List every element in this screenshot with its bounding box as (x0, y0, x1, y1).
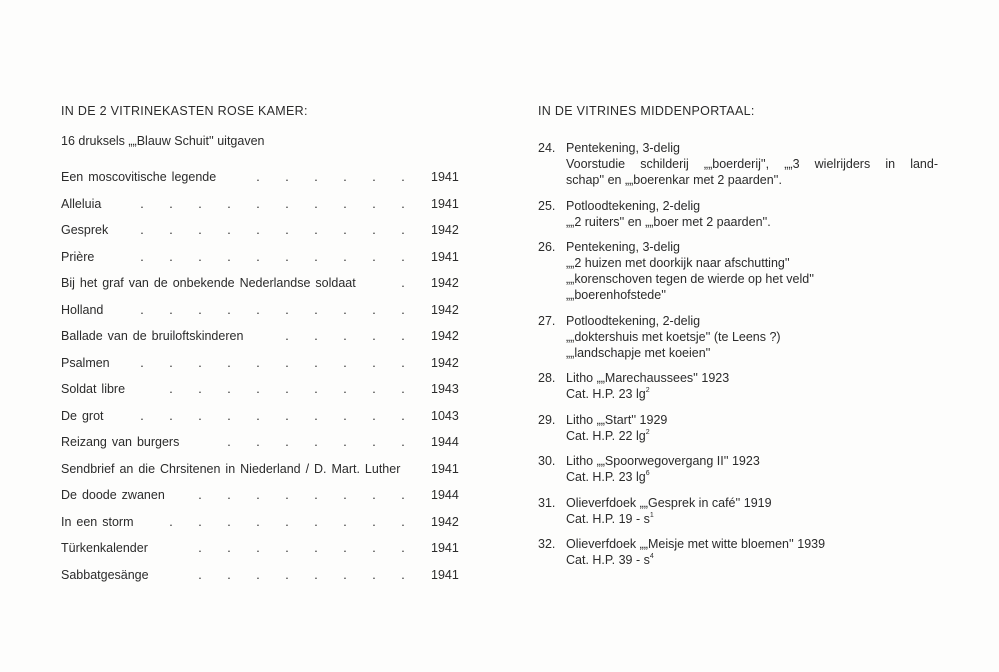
list-item (61, 250, 461, 277)
leader-dot: . (285, 567, 289, 582)
leader-dot: . (401, 355, 405, 370)
list-item (61, 435, 461, 462)
entry-number: 29. (538, 412, 556, 427)
leader-dot: . (372, 488, 376, 502)
entry-line: Voorstudie schilderij „„boerderij'', „„3 wielrijders in land- (566, 157, 938, 171)
list-item (61, 303, 461, 330)
catalogue-reference (566, 386, 938, 402)
leader-dot: . (198, 514, 202, 529)
leader-dot: . (343, 223, 347, 237)
catalogue-entry (538, 412, 938, 444)
leader-dot: . (372, 435, 376, 449)
entry-number: 25. (538, 198, 556, 213)
entry-line: Olieverfdoek „„Gesprek in café'' 1919 (566, 495, 772, 510)
leader-dot: . (169, 196, 173, 211)
catalogue-reference (566, 552, 938, 568)
leader-dot: . (285, 196, 289, 211)
leader-dot: . (314, 435, 318, 449)
leader-dot: . (285, 223, 289, 237)
left-column (61, 104, 461, 582)
list-item (61, 462, 461, 489)
catalogue-entry (538, 313, 938, 361)
leader-dot: . (401, 382, 405, 396)
leader-dot: . (256, 302, 260, 317)
catalogue-entry (538, 453, 938, 485)
leader-dot: . (285, 302, 289, 317)
item-title: In een storm (61, 514, 134, 529)
leader-dot: . (401, 567, 405, 582)
leader-dot: . (285, 541, 289, 555)
leader-dot: . (256, 249, 260, 264)
list-item (61, 409, 461, 436)
entry-line: Potloodtekening, 2-delig (566, 313, 701, 328)
catalogue-entry (538, 536, 938, 568)
leader-dot: . (372, 302, 376, 317)
entry-line: Olieverfdoek „„Meisje met witte bloemen'' 1939 (566, 537, 826, 551)
item-title: Sendbrief an die Chrsitenen in Niederland / D. Mart. Luther (61, 461, 401, 476)
leader-dot: . (169, 249, 173, 264)
leader-dot: . (372, 249, 376, 264)
leader-dot: . (401, 276, 405, 290)
item-title: Türkenkalender (61, 541, 148, 555)
leader-dot: . (401, 302, 405, 317)
leader-dot: . (314, 541, 318, 555)
leader-dot: . (227, 514, 231, 529)
leader-dots (61, 223, 411, 238)
leader-dot: . (372, 329, 376, 343)
item-year: 1941 (431, 461, 459, 476)
leader-dot: . (227, 408, 231, 423)
leader-dot: . (285, 435, 289, 449)
leader-dot: . (198, 567, 202, 582)
leader-dot: . (227, 488, 231, 502)
leader-dot: . (343, 196, 347, 211)
leader-dot: . (314, 488, 318, 502)
item-year: 1942 (431, 355, 459, 370)
leader-dot: . (401, 223, 405, 237)
leader-dot: . (285, 382, 289, 396)
leader-dot: . (401, 435, 405, 449)
catalogue-reference (566, 511, 938, 527)
leader-dot: . (343, 329, 347, 343)
leader-dot: . (343, 355, 347, 370)
item-title: Soldat libre (61, 382, 126, 396)
leader-dot: . (372, 355, 376, 370)
entry-line: Pentekening, 3-delig (566, 240, 680, 254)
item-year: 1942 (431, 276, 459, 290)
leader-dot: . (256, 541, 260, 555)
leader-dot: . (401, 408, 405, 423)
entry-line: schap'' en „„boerenkar met 2 paarden''. (566, 173, 782, 187)
item-title: Psalmen (61, 355, 110, 370)
leader-dot: . (401, 196, 405, 211)
leader-dot: . (169, 223, 173, 237)
leader-dot: . (314, 302, 318, 317)
right-column (538, 104, 938, 567)
leader-dot: . (401, 541, 405, 555)
leader-dot: . (343, 408, 347, 423)
leader-dot: . (314, 355, 318, 370)
leader-dot: . (227, 567, 231, 582)
list-item (61, 515, 461, 542)
entry-line: Litho „„Marechaussees'' 1923 (566, 371, 730, 385)
leader-dot: . (140, 249, 144, 264)
leader-dot: . (314, 408, 318, 423)
leader-dot: . (256, 435, 260, 449)
catalogue-code: Cat. H.P. 22 lg (566, 428, 646, 443)
leader-dot: . (140, 355, 144, 370)
leader-dot: . (256, 382, 260, 396)
leader-dot: . (401, 249, 405, 264)
entry-line: „„doktershuis met koetsje'' (te Leens ?) (566, 329, 781, 344)
leader-dots (61, 356, 411, 371)
list-item (61, 223, 461, 250)
leader-dot: . (227, 302, 231, 317)
leader-dot: . (198, 196, 202, 211)
catalogue-code: Cat. H.P. 23 lg (566, 387, 646, 401)
list-item (61, 568, 461, 595)
catalogue-superscript: 2 (645, 387, 650, 394)
entry-line: Litho „„Start'' 1929 (566, 412, 668, 427)
item-title: De grot (61, 408, 104, 423)
item-year: 1942 (431, 329, 459, 343)
leader-dot: . (314, 567, 318, 582)
leader-dot: . (140, 196, 144, 211)
leader-dot: . (372, 567, 376, 582)
leader-dot: . (401, 488, 405, 502)
entry-number: 30. (538, 454, 556, 468)
leader-dot: . (227, 223, 231, 237)
leader-dot: . (343, 382, 347, 396)
catalogue-code: Cat. H.P. 23 lg (566, 470, 646, 484)
leader-dot: . (372, 541, 376, 555)
list-item (61, 382, 461, 409)
catalogue-superscript: 6 (645, 470, 650, 477)
leader-dot: . (227, 249, 231, 264)
entry-number: 32. (538, 537, 556, 551)
item-title: Holland (61, 302, 104, 317)
item-year: 1941 (431, 249, 459, 264)
entry-line: „„2 huizen met doorkijk naar afschutting'' (566, 256, 790, 270)
catalogue-superscript: 1 (649, 511, 654, 519)
entry-number: 26. (538, 240, 556, 254)
item-title: Ballade van de bruiloftskinderen (61, 329, 244, 343)
leader-dot: . (140, 223, 144, 237)
leader-dot: . (314, 514, 318, 529)
left-subheading: 16 druksels „„Blauw Schuit'' uitgaven (61, 134, 265, 148)
catalogue-entry (538, 370, 938, 402)
item-year: 1943 (431, 382, 459, 396)
leader-dot: . (285, 514, 289, 529)
leader-dots (61, 303, 411, 318)
list-item (61, 541, 461, 568)
leader-dot: . (198, 382, 202, 396)
item-year: 1942 (431, 223, 459, 237)
leader-dot: . (198, 541, 202, 555)
entry-number: 24. (538, 141, 556, 155)
catalogue-code: Cat. H.P. 39 - s (566, 553, 650, 567)
item-title: Een moscovitische legende (61, 170, 217, 184)
item-year: 1941 (431, 567, 459, 582)
leader-dot: . (372, 514, 376, 529)
list-item (61, 170, 461, 197)
leader-dot: . (343, 302, 347, 317)
catalogue-code: Cat. H.P. 19 - s (566, 511, 650, 526)
leader-dot: . (198, 223, 202, 237)
leader-dot: . (343, 170, 347, 184)
item-year: 1944 (431, 488, 459, 502)
right-heading: IN DE VITRINES MIDDENPORTAAL: (538, 104, 755, 118)
leader-dot: . (227, 382, 231, 396)
leader-dot: . (256, 567, 260, 582)
entry-line: Litho „„Spoorwegovergang II'' 1923 (566, 454, 760, 468)
leader-dots (61, 250, 411, 265)
catalogue-reference (566, 469, 938, 485)
catalogue-entry (538, 198, 938, 230)
list-item (61, 329, 461, 356)
leader-dot: . (314, 249, 318, 264)
list-item (61, 488, 461, 515)
catalogue-reference (566, 428, 938, 444)
catalogue-entry (538, 239, 938, 303)
leader-dot: . (198, 249, 202, 264)
catalogue-entry (538, 495, 938, 527)
leader-dot: . (169, 514, 173, 529)
leader-dot: . (169, 302, 173, 317)
list-item (61, 356, 461, 383)
item-title: Prière (61, 249, 95, 264)
leader-dot: . (285, 329, 289, 343)
leader-dot: . (343, 567, 347, 582)
leader-dot: . (372, 170, 376, 184)
entry-line: Pentekening, 3-delig (566, 141, 680, 155)
item-title: Gesprek (61, 223, 109, 237)
leader-dot: . (314, 329, 318, 343)
item-year: 1941 (431, 170, 459, 184)
leader-dot: . (401, 170, 405, 184)
item-title: Sabbatgesänge (61, 567, 149, 582)
leader-dot: . (256, 408, 260, 423)
leader-dot: . (285, 408, 289, 423)
left-heading: IN DE 2 VITRINEKASTEN ROSE KAMER: (61, 104, 308, 118)
leader-dot: . (343, 541, 347, 555)
leader-dot: . (285, 355, 289, 370)
item-year: 1942 (431, 514, 459, 529)
leader-dot: . (285, 249, 289, 264)
leader-dot: . (343, 514, 347, 529)
leader-dot: . (256, 488, 260, 502)
catalogue-superscript: 2 (645, 428, 650, 436)
leader-dot: . (314, 223, 318, 237)
leader-dot: . (372, 223, 376, 237)
leader-dot: . (198, 302, 202, 317)
leader-dot: . (343, 249, 347, 264)
leader-dot: . (314, 196, 318, 211)
leader-dot: . (256, 170, 260, 184)
item-title: Alleluia (61, 196, 102, 211)
entry-line: „„boerenhofstede'' (566, 288, 666, 302)
entry-number: 31. (538, 495, 556, 510)
leader-dot: . (169, 355, 173, 370)
leader-dot: . (285, 170, 289, 184)
leader-dot: . (372, 382, 376, 396)
entry-number: 28. (538, 371, 556, 385)
item-title: Bij het graf van de onbekende Nederlandse soldaat (61, 276, 356, 290)
leader-dot: . (343, 488, 347, 502)
leader-dot: . (227, 355, 231, 370)
catalogue-superscript: 4 (649, 553, 654, 560)
entry-line: „„landschapje met koeien'' (566, 345, 711, 360)
leader-dot: . (256, 223, 260, 237)
item-year: 1942 (431, 302, 459, 317)
item-year: 1941 (431, 541, 459, 555)
entry-line: Potloodtekening, 2-delig (566, 198, 701, 213)
entry-line: „„korenschoven tegen de wierde op het veld'' (566, 272, 814, 286)
leader-dot: . (401, 514, 405, 529)
leader-dot: . (198, 488, 202, 502)
leader-dot: . (140, 408, 144, 423)
leader-dot: . (372, 408, 376, 423)
item-year: 1944 (431, 435, 459, 449)
item-year: 1941 (431, 196, 459, 211)
leader-dot: . (227, 435, 231, 449)
leader-dot: . (314, 170, 318, 184)
leader-dot: . (314, 382, 318, 396)
leader-dot: . (372, 196, 376, 211)
leader-dot: . (169, 382, 173, 396)
catalogue-entry (538, 140, 938, 188)
prints-list (61, 170, 461, 594)
leader-dot: . (256, 355, 260, 370)
leader-dot: . (401, 329, 405, 343)
leader-dot: . (227, 196, 231, 211)
item-year: 1043 (431, 408, 459, 423)
entry-line: „„2 ruiters'' en „„boer met 2 paarden''. (566, 214, 771, 229)
list-item (61, 276, 461, 303)
leader-dot: . (256, 196, 260, 211)
leader-dot: . (169, 408, 173, 423)
leader-dots (61, 409, 411, 424)
entry-number: 27. (538, 313, 556, 328)
leader-dots (61, 197, 411, 212)
catalogue-entries (538, 140, 938, 578)
leader-dot: . (343, 435, 347, 449)
leader-dot: . (227, 541, 231, 555)
item-title: De doode zwanen (61, 488, 165, 502)
leader-dot: . (140, 302, 144, 317)
leader-dot: . (198, 355, 202, 370)
item-title: Reizang van burgers (61, 435, 180, 449)
leader-dot: . (256, 514, 260, 529)
list-item (61, 197, 461, 224)
leader-dot: . (285, 488, 289, 502)
leader-dot: . (198, 408, 202, 423)
